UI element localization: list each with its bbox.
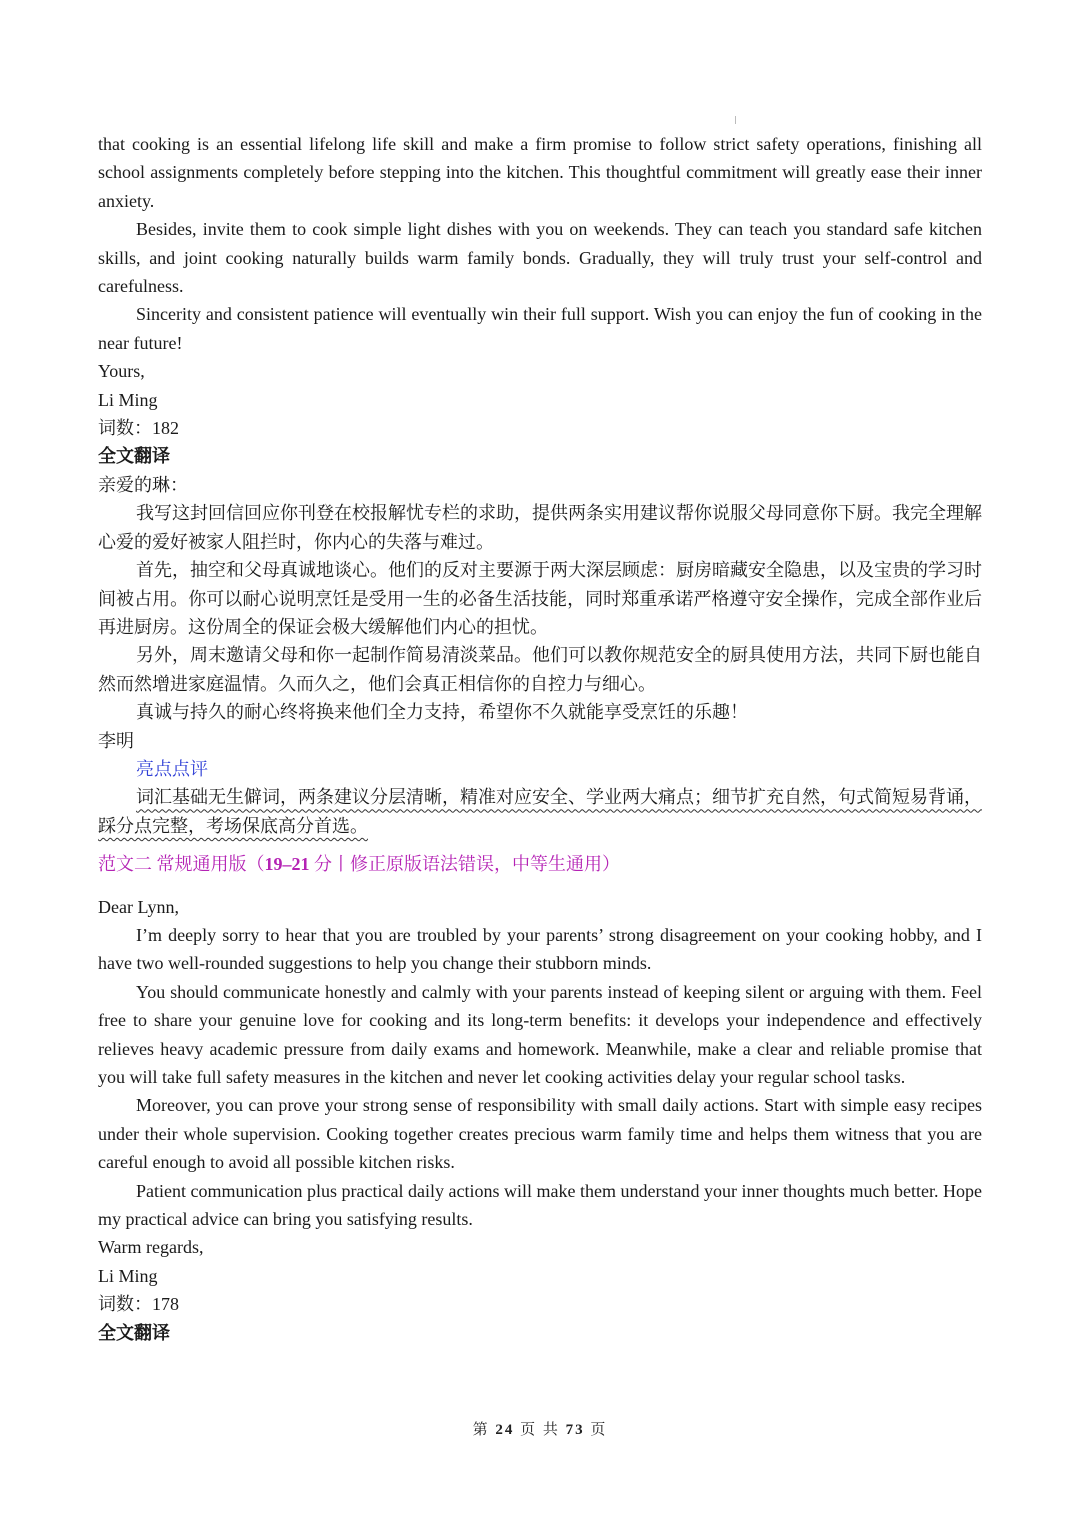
footer-middle: 页 共	[520, 1422, 560, 1438]
translation1-paragraph-1: 我写这封回信回应你刊登在校报解忧专栏的求助，提供两条实用建议帮你说服父母同意你下厨。我完全理解心爱的爱好被家人阻拦时，你内心的失落与难过。	[98, 503, 982, 552]
section2-title-suffix: 分丨修正原版语法错误，中等生通用）	[309, 854, 620, 875]
translation1-paragraph-4: 真诚与持久的耐心终将换来他们全力支持，希望你不久就能享受烹饪的乐趣！	[136, 702, 748, 723]
footer-page-number: 24	[495, 1422, 515, 1438]
header-mark	[735, 116, 736, 124]
letter2-closing: Warm regards,	[98, 1237, 204, 1258]
translation1-signature: 李明	[98, 730, 134, 751]
document-page	[98, 130, 982, 1347]
letter1-translation-heading: 全文翻译	[98, 446, 170, 467]
letter2-paragraph-3: Moreover, you can prove your strong sense of responsibility with small daily actions. Start with simple easy recipes under their whole supervision. Cooking together creates precious warm family time and helps them witness that you are careful enough to avoid all possible kitchen risks.	[98, 1095, 982, 1173]
footer-total-pages: 73	[565, 1422, 585, 1438]
highlight-text	[98, 783, 982, 840]
section2-title-prefix: 范文二 常规通用版（	[98, 854, 265, 875]
letter1-paragraph-3: Sincerity and consistent patience will eventually win their full support. Wish you can enjoy the fun of cooking in the near future!	[98, 304, 982, 353]
letter1-word-count: 词数：182	[98, 418, 179, 439]
footer-suffix: 页	[590, 1422, 608, 1438]
letter2-paragraph-4: Patient communication plus practical daily actions will make them understand your inner thoughts much better. Hope my practical advice can bring you satisfying results.	[98, 1180, 982, 1230]
letter1-closing: Yours,	[98, 361, 145, 382]
letter1-paragraph-1: that cooking is an essential lifelong life skill and make a firm promise to follow strict safety operations, finishing all school assignments completely before stepping into the kitchen. This thoughtful commitment will greatly ease their inner anxiety.	[98, 134, 982, 211]
letter2-paragraph-2: You should communicate honestly and calmly with your parents instead of keeping silent or arguing with them. Feel free to share your genuine love for cooking and its long-term benefits: it develops your independence and effectively relieves heavy academic pressure from daily exams and homework. Meanwhile, make a clear and reliable promise that you will take full safety measures in the kitchen and never let cooking activities delay your regular school tasks.	[98, 981, 982, 1087]
letter2-signature: Li Ming	[98, 1265, 158, 1286]
letter1-signature: Li Ming	[98, 389, 158, 410]
page-footer	[0, 1418, 1080, 1439]
highlight-text-content: 词汇基础无生僻词，两条建议分层清晰，精准对应安全、学业两大痛点；细节扩充自然，句式简短易背诵，踩分点完整，考场保底高分首选。	[98, 787, 982, 836]
highlight-title: 亮点点评	[136, 758, 208, 779]
letter2-greeting: Dear Lynn,	[98, 896, 179, 917]
translation1-paragraph-3: 另外，周末邀请父母和你一起制作简易清淡菜品。他们可以教你规范安全的厨具使用方法，共同下厨也能自然而然增进家庭温情。久而久之，他们会真正相信你的自控力与细心。	[98, 645, 982, 694]
letter2-translation-heading: 全文翻译	[98, 1322, 170, 1343]
letter2-paragraph-1: I’m deeply sorry to hear that you are troubled by your parents’ strong disagreement on your cooking hobby, and I have two well-rounded suggestions to help you change their stubborn minds.	[98, 924, 982, 974]
section2-title-score: 19–21	[264, 854, 310, 875]
section2-title	[98, 850, 982, 878]
letter1-paragraph-2: Besides, invite them to cook simple light dishes with you on weekends. They can teach you standard safe kitchen skills, and joint cooking naturally builds warm family bonds. Gradually, they will truly trust your self-control and carefulness.	[98, 219, 982, 297]
footer-prefix: 第	[472, 1422, 490, 1438]
translation1-greeting: 亲爱的琳：	[98, 474, 188, 495]
letter2-word-count: 词数：178	[98, 1294, 179, 1315]
translation1-paragraph-2: 首先，抽空和父母真诚地谈心。他们的反对主要源于两大深层顾虑：厨房暗藏安全隐患，以及宝贵的学习时间被占用。你可以耐心说明烹饪是受用一生的必备生活技能，同时郑重承诺严格遵守安全操作，完成全部作业后再进厨房。这份周全的保证会极大缓解他们内心的担忧。	[98, 560, 982, 637]
